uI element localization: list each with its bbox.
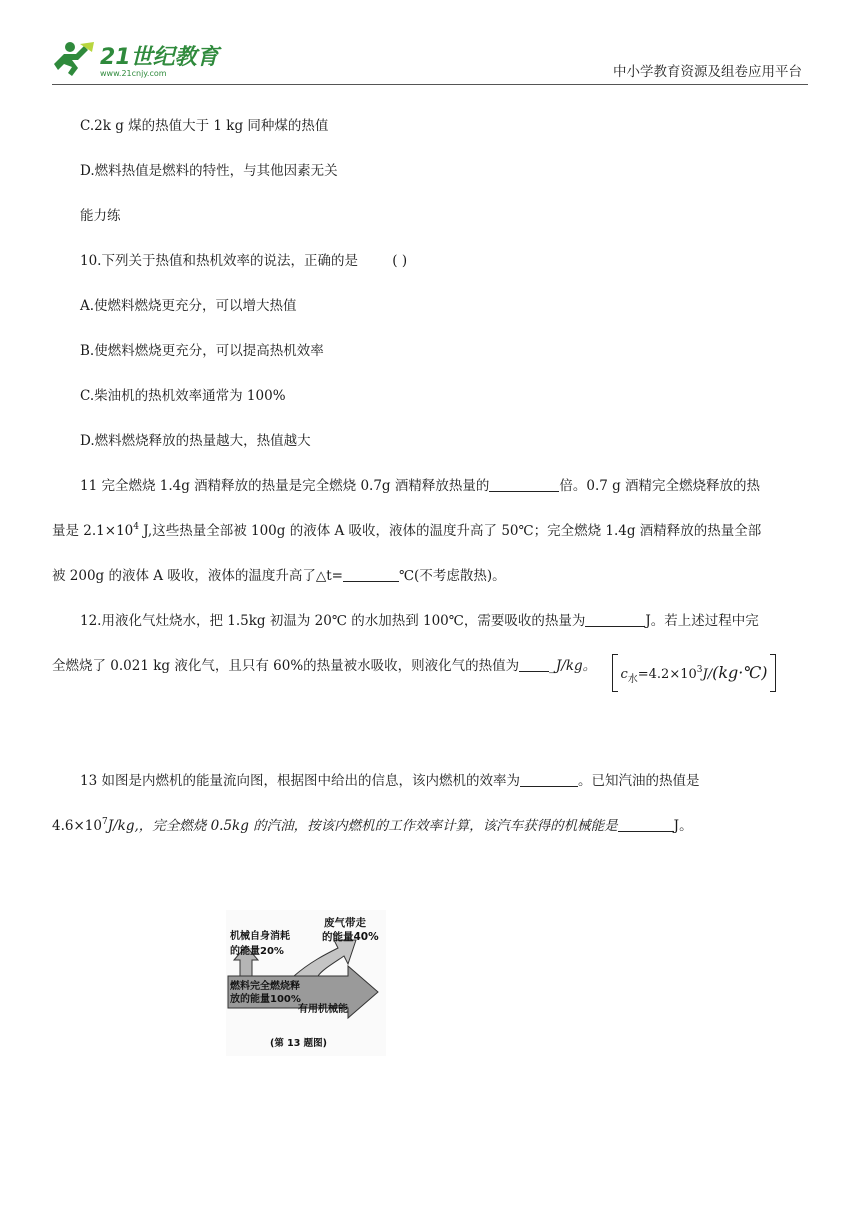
q13-text-1b: 。已知汽油的热值是 bbox=[577, 773, 700, 789]
formula-unit: J/ bbox=[702, 667, 713, 682]
q12-text-1a: 12.用液化气灶烧水，把 1.5kg 初温为 20℃ 的水加热到 100℃，需要吸收的热量为 bbox=[80, 613, 586, 629]
q11-text-1a: 11 完全燃烧 1.4g 酒精释放的热量是完全燃烧 0.7g 酒精释放热量的 bbox=[80, 478, 490, 494]
useful-label: 有用机械能 bbox=[298, 1004, 348, 1015]
answer-blank bbox=[343, 567, 399, 582]
q10-option-a: A.使燃料燃烧更充分，可以增大热值 bbox=[80, 298, 297, 314]
exhaust-label-2: 的能量40% bbox=[322, 931, 379, 943]
q12-line-2 bbox=[52, 656, 774, 688]
formula-symbol: c bbox=[620, 667, 628, 682]
q13-line-2 bbox=[52, 816, 693, 836]
q10-stem-text: 10.下列关于热值和热机效率的说法，正确的是 bbox=[80, 253, 358, 269]
answer-paren: ( ) bbox=[392, 253, 408, 269]
formula-value: =4.2×10 bbox=[637, 667, 697, 682]
formula-unit-paren: (kg·℃) bbox=[712, 663, 768, 682]
q12-text-1b: J。若上述过程中完 bbox=[645, 613, 759, 629]
header-divider bbox=[52, 84, 808, 85]
answer-blank bbox=[519, 657, 549, 672]
specific-heat-formula bbox=[614, 658, 773, 688]
q13-text-1a: 13 如图是内燃机的能量流向图，根据图中给出的信息，该内燃机的效率为 bbox=[80, 773, 520, 789]
q12-line-1 bbox=[80, 611, 759, 631]
energy-flow-figure bbox=[226, 910, 386, 1056]
q10-stem bbox=[80, 251, 407, 271]
q13-exponent: 7 bbox=[101, 817, 108, 827]
answer-blank bbox=[489, 477, 559, 492]
q11-line-2 bbox=[52, 521, 761, 541]
q13-text-2b: J/kg,，完全燃烧 0.5kg 的汽油，按该内燃机的工作效率计算，该汽车获得的机械能是 bbox=[107, 818, 618, 834]
q12-text-2a: 全燃烧了 0.021 kg 液化气，且只有 60%的热量被水吸收，则液化气的热值为 bbox=[52, 658, 520, 674]
machine-label-2: 的能量20% bbox=[230, 946, 284, 957]
logo-url: www.21cnjy.com bbox=[100, 69, 167, 78]
q13-text-2c: J。 bbox=[673, 818, 693, 834]
fuel-label-2: 放的能量100% bbox=[230, 994, 301, 1005]
q9-option-d: D.燃料热值是燃料的特性，与其他因素无关 bbox=[80, 163, 338, 179]
q11-line-1 bbox=[80, 476, 760, 496]
q11-text-3a: 被 200g 的液体 A 吸收，液体的温度升高了△t= bbox=[52, 568, 343, 584]
q13-text-2a: 4.6×10 bbox=[52, 818, 102, 834]
q11-line-3 bbox=[52, 566, 506, 586]
q11-text-1b: 倍。0.7 g 酒精完全燃烧释放的热 bbox=[559, 478, 761, 494]
q10-option-d: D.燃料燃烧释放的热量越大，热值越大 bbox=[80, 433, 311, 449]
answer-blank bbox=[520, 772, 578, 787]
q13-line-1 bbox=[80, 771, 699, 791]
q11-text-3b: ℃(不考虑散热)。 bbox=[398, 568, 506, 584]
q10-option-c: C.柴油机的热机效率通常为 100% bbox=[80, 388, 286, 404]
logo bbox=[48, 40, 228, 82]
runner-icon bbox=[54, 42, 94, 76]
logo-text: 21世纪教育 bbox=[100, 45, 219, 70]
figure-caption: (第 13 题图) bbox=[270, 1038, 328, 1049]
q9-option-c: C.2k g 煤的热值大于 1 kg 同种煤的热值 bbox=[80, 118, 329, 134]
platform-title: 中小学教育资源及组卷应用平台 bbox=[613, 64, 802, 80]
q10-option-b: B.使燃料燃烧更充分，可以提高热机效率 bbox=[80, 343, 324, 359]
q11-exponent: 4 bbox=[133, 522, 139, 532]
formula-exponent: 3 bbox=[696, 665, 703, 675]
q11-text-2a: 量是 2.1×10 bbox=[52, 523, 134, 539]
exhaust-label-1: 废气带走 bbox=[324, 917, 366, 929]
q11-text-2b: J,这些热量全部被 100g 的液体 A 吸收，液体的温度升高了 50℃；完全燃烧 1.4g 酒精释放的热量全部 bbox=[139, 523, 762, 539]
q12-text-2b: _J/kg。 bbox=[549, 658, 597, 674]
section-title: 能力练 bbox=[80, 208, 121, 224]
formula-subscript: 水 bbox=[627, 674, 638, 685]
machine-label-1: 机械自身消耗 bbox=[230, 931, 290, 942]
answer-blank bbox=[618, 817, 674, 832]
fuel-label-1: 燃料完全燃烧释 bbox=[230, 981, 300, 992]
answer-blank bbox=[585, 612, 645, 627]
